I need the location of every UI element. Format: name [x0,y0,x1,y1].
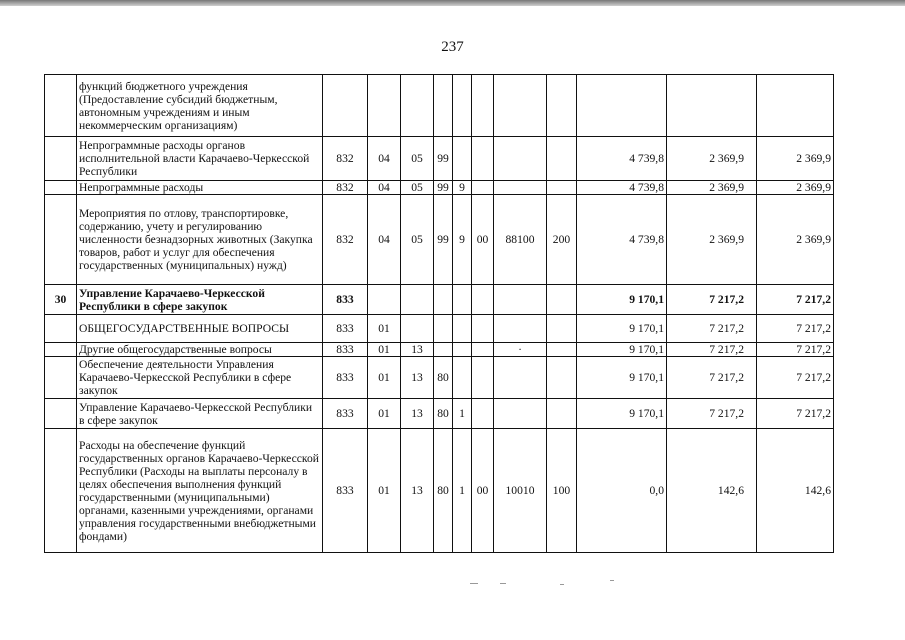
table-row [45,429,834,553]
section-code: 01 [368,343,401,357]
row-number [45,137,77,181]
row-number [45,399,77,429]
ministry-code: 833 [323,285,368,315]
target-code-program: 99 [434,137,453,181]
ministry-code: 833 [323,357,368,399]
ministry-code: 832 [323,137,368,181]
expense-type-code [547,285,577,315]
target-code-main [472,343,494,357]
expense-name: Непрограммные расходы органов исполнительной власти Карачаево-Черкесской Республики [77,137,323,181]
target-code-subprogram [453,137,472,181]
amount-2021: 2 369,9 [757,137,834,181]
expense-name: Непрограммные расходы [77,181,323,195]
ministry-code: 833 [323,429,368,553]
row-number: 30 [45,285,77,315]
target-code-subprogram: 9 [453,195,472,285]
target-code-direction [494,399,547,429]
row-number [45,195,77,285]
amount-2020: 2 369,9 [667,181,757,195]
amount-2019: 4 739,8 [577,195,667,285]
table-row [45,357,834,399]
target-code-program [434,343,453,357]
amount-2019 [577,75,667,137]
expense-type-code [547,315,577,343]
expense-name: Управление Карачаево-Черкесской Республики в сфере закупок [77,399,323,429]
table-row [45,315,834,343]
section-code: 01 [368,315,401,343]
target-code-direction [494,137,547,181]
amount-2019: 0,0 [577,429,667,553]
expense-name: Обеспечение деятельности Управления Карачаево-Черкесской Республики в сфере закупок [77,357,323,399]
expense-name: Другие общегосударственные вопросы [77,343,323,357]
subsection-code: 05 [401,137,434,181]
table-row [45,75,834,137]
expense-type-code [547,75,577,137]
target-code-direction [494,357,547,399]
ministry-code: 832 [323,181,368,195]
amount-2021 [757,75,834,137]
row-number [45,75,77,137]
section-code [368,75,401,137]
target-code-program [434,285,453,315]
expense-type-code: 100 [547,429,577,553]
expense-type-code [547,137,577,181]
expense-name: Расходы на обеспечение функций государственных органов Карачаево-Черкесской Республики (Расходы на выплаты персоналу в целях обеспечения выполнения функций государственными (муниципальными) органами, казенными учреждениями, органами управления государственными внебюджетными фондами) [77,429,323,553]
scan-mark [500,583,506,584]
target-code-direction [494,181,547,195]
amount-2021: 2 369,9 [757,195,834,285]
amount-2020: 7 217,2 [667,285,757,315]
scan-mark [610,580,614,581]
row-number [45,181,77,195]
expense-name: ОБЩЕГОСУДАРСТВЕННЫЕ ВОПРОСЫ [77,315,323,343]
amount-2019: 9 170,1 [577,343,667,357]
table-row [45,343,834,357]
subsection-code: 05 [401,181,434,195]
row-number [45,315,77,343]
table-row [45,181,834,195]
target-code-subprogram: 9 [453,181,472,195]
ministry-code [323,75,368,137]
target-code-main: 00 [472,429,494,553]
target-code-program [434,315,453,343]
target-code-program: 80 [434,429,453,553]
subsection-code: 13 [401,343,434,357]
amount-2019: 4 739,8 [577,181,667,195]
amount-2021: 7 217,2 [757,315,834,343]
target-code-subprogram [453,285,472,315]
target-code-direction [494,75,547,137]
target-code-main [472,357,494,399]
expense-name: Управление Карачаево-Черкесской Республики в сфере закупок [77,285,323,315]
target-code-main [472,181,494,195]
target-code-direction: · [494,343,547,357]
subsection-code: 13 [401,357,434,399]
target-code-direction: 10010 [494,429,547,553]
amount-2019: 9 170,1 [577,315,667,343]
target-code-subprogram [453,343,472,357]
target-code-main [472,137,494,181]
target-code-main [472,75,494,137]
section-code: 04 [368,137,401,181]
table-row [45,195,834,285]
amount-2019: 4 739,8 [577,137,667,181]
row-number [45,429,77,553]
amount-2021: 7 217,2 [757,399,834,429]
scan-mark [470,583,478,584]
ministry-code: 833 [323,315,368,343]
amount-2021: 7 217,2 [757,285,834,315]
ministry-code: 833 [323,399,368,429]
scan-mark [560,584,564,585]
table-row [45,285,834,315]
target-code-direction [494,315,547,343]
subsection-code: 05 [401,195,434,285]
target-code-program: 99 [434,195,453,285]
amount-2021: 7 217,2 [757,343,834,357]
budget-table [44,74,834,553]
amount-2020: 7 217,2 [667,357,757,399]
amount-2021: 142,6 [757,429,834,553]
subsection-code: 13 [401,429,434,553]
section-code: 04 [368,181,401,195]
amount-2019: 9 170,1 [577,399,667,429]
expense-type-code: 200 [547,195,577,285]
amount-2020: 2 369,9 [667,137,757,181]
target-code-program: 99 [434,181,453,195]
target-code-program: 80 [434,399,453,429]
section-code: 01 [368,429,401,553]
page-number: 237 [441,39,464,55]
expense-type-code [547,399,577,429]
target-code-program: 80 [434,357,453,399]
amount-2020: 7 217,2 [667,399,757,429]
subsection-code [401,75,434,137]
ministry-code: 832 [323,195,368,285]
table-row [45,137,834,181]
table-row [45,399,834,429]
expense-type-code [547,357,577,399]
amount-2019: 9 170,1 [577,285,667,315]
ministry-code: 833 [323,343,368,357]
amount-2021: 2 369,9 [757,181,834,195]
target-code-direction: 88100 [494,195,547,285]
target-code-direction [494,285,547,315]
target-code-subprogram: 1 [453,399,472,429]
expense-type-code [547,181,577,195]
amount-2019: 9 170,1 [577,357,667,399]
section-code: 04 [368,195,401,285]
row-number [45,343,77,357]
section-code: 01 [368,357,401,399]
subsection-code [401,285,434,315]
target-code-subprogram [453,357,472,399]
subsection-code [401,315,434,343]
expense-name: Мероприятия по отлову, транспортировке, содержанию, учету и регулированию численности безнадзорных животных (Закупка товаров, работ и услуг для обеспечения государственных (муниципальных) нужд) [77,195,323,285]
section-code [368,285,401,315]
target-code-program [434,75,453,137]
scan-top-edge [0,0,905,6]
amount-2021: 7 217,2 [757,357,834,399]
expense-type-code [547,343,577,357]
row-number [45,357,77,399]
amount-2020: 7 217,2 [667,315,757,343]
target-code-main [472,315,494,343]
subsection-code: 13 [401,399,434,429]
target-code-subprogram [453,315,472,343]
target-code-main [472,285,494,315]
section-code: 01 [368,399,401,429]
amount-2020: 142,6 [667,429,757,553]
target-code-main [472,399,494,429]
target-code-main: 00 [472,195,494,285]
target-code-subprogram: 1 [453,429,472,553]
amount-2020: 7 217,2 [667,343,757,357]
expense-name: функций бюджетного учреждения (Предоставление субсидий бюджетным, автономным учреждениям и иным некоммерческим организациям) [77,75,323,137]
target-code-subprogram [453,75,472,137]
table-body [45,75,834,553]
amount-2020: 2 369,9 [667,195,757,285]
amount-2020 [667,75,757,137]
